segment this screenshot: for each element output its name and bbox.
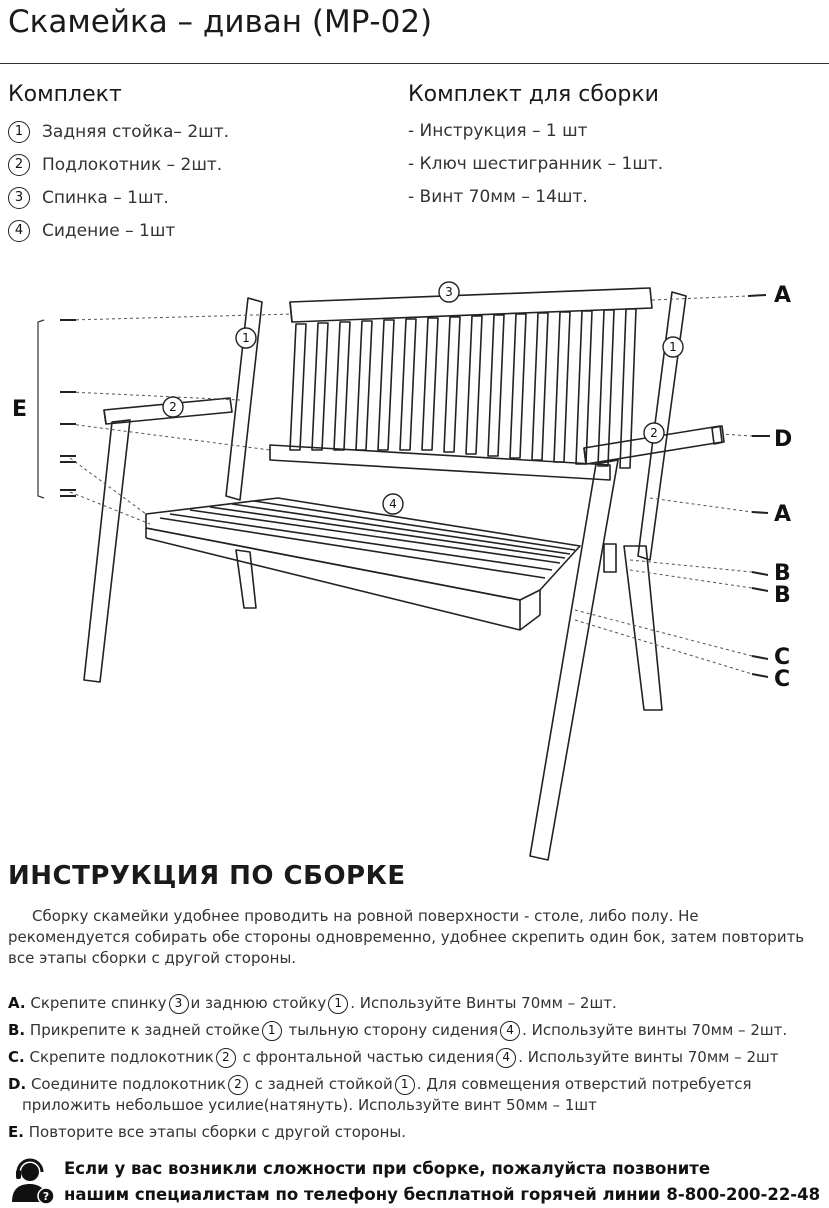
step-letter-e: E <box>12 397 28 422</box>
right-rear-leg <box>624 546 662 710</box>
part-label-backrest <box>439 282 459 302</box>
step-letter-d: D <box>774 427 793 452</box>
svg-text:?: ? <box>42 1190 50 1203</box>
kit-item-text: Задняя стойка– 2шт. <box>42 121 230 142</box>
help-hotline <box>8 1154 823 1208</box>
part-label-post-right <box>663 337 683 357</box>
svg-text:3: 3 <box>445 285 453 299</box>
assembly-kit-item: - Инструкция – 1 шт <box>408 121 588 141</box>
svg-text:4: 4 <box>389 497 397 511</box>
part-number-badge: 1 <box>262 1021 282 1041</box>
svg-text:2: 2 <box>169 400 177 414</box>
kit-item-text: Подлокотник – 2шт. <box>42 154 223 175</box>
part-number-badge: 1 <box>8 121 30 143</box>
kit-item-text: Спинка – 1шт. <box>42 187 169 208</box>
kit-item <box>8 214 229 247</box>
page-title: Скамейка – диван (МР-02) <box>8 4 433 40</box>
group-bracket <box>38 320 44 498</box>
part-number-badge: 3 <box>8 187 30 209</box>
svg-text:1: 1 <box>242 331 250 345</box>
backrest-top-rail <box>290 288 652 322</box>
step-letter-b: B <box>774 583 791 608</box>
assembly-kit-item: - Ключ шестигранник – 1шт. <box>408 154 664 174</box>
step-letter-a: A <box>774 283 792 308</box>
kit-list <box>8 115 229 247</box>
kit-item <box>8 115 229 148</box>
help-line-1: Если у вас возникли сложности при сборке, пожалуйста позвоните <box>64 1159 711 1178</box>
seat <box>146 498 580 630</box>
kit-item-text: Сидение – 1шт <box>42 220 176 241</box>
part-number-badge: 2 <box>228 1075 248 1095</box>
part-number-badge: 1 <box>395 1075 415 1095</box>
part-number-badge: 1 <box>328 994 348 1014</box>
part-number-badge: 4 <box>500 1021 520 1041</box>
step-letter-c: C <box>774 667 791 692</box>
part-label-arm-right <box>644 423 664 443</box>
step-letter-c: C <box>774 645 791 670</box>
assembly-kit-item: - Винт 70мм – 14шт. <box>408 187 588 207</box>
help-line-2: нашим специалистам по телефону бесплатной горячей линии 8-800-200-22-48 <box>64 1185 821 1204</box>
step-c: C. Скрепите подлокотник 2 с фронтальной частью сидения 4 . Используйте винты 70мм – 2шт <box>8 1048 779 1066</box>
kit-item <box>8 148 229 181</box>
step-a: A. Скрепите спинку 3 и заднюю стойку 1 . Используйте Винты 70мм – 2шт. <box>8 994 617 1012</box>
instructions-title: ИНСТРУКЦИЯ ПО СБОРКЕ <box>8 861 406 891</box>
instructions-intro: Сборку скамейки удобнее проводить на ровной поверхности - столе, либо полу. Не рекомендуется собирать обе стороны одновременно, удобнее скрепить один бок, затем повторить все этапы сборки с другой стороны. <box>8 907 805 967</box>
assembly-kit-list <box>408 115 663 214</box>
step-d: D. Соедините подлокотник 2 с задней стойкой 1 . Для совмещения отверстий потребуется приложить небольшое усилие(натянуть). Используйте винт 50мм – 1шт <box>8 1075 752 1114</box>
step-letter-b: B <box>774 561 791 586</box>
svg-text:2: 2 <box>650 426 658 440</box>
kit-item <box>8 181 229 214</box>
support-agent-icon <box>10 1158 56 1204</box>
part-number-badge: 2 <box>216 1048 236 1068</box>
backrest-slats <box>290 309 636 468</box>
part-number-badge: 2 <box>8 154 30 176</box>
part-label-post-left <box>236 328 256 348</box>
part-number-badge: 4 <box>8 220 30 242</box>
assembly-kit-heading: Комплект для сборки <box>408 82 659 107</box>
screw-guide-lines <box>70 296 752 674</box>
kit-heading: Комплект <box>8 82 122 107</box>
svg-text:1: 1 <box>669 340 677 354</box>
left-front-leg <box>84 420 130 682</box>
part-label-arm-left <box>163 397 183 417</box>
step-e: E. Повторите все этапы сборки с другой стороны. <box>8 1123 407 1141</box>
instruction-steps <box>8 990 823 1146</box>
title-divider <box>0 63 829 64</box>
bench-assembly-diagram <box>0 270 829 870</box>
seat-bracket <box>604 544 616 572</box>
step-b: B. Прикрепите к задней стойке 1 тыльную сторону сидения 4 . Используйте винты 70мм – 2шт. <box>8 1021 788 1039</box>
seat-back-leg <box>236 550 256 608</box>
part-number-badge: 3 <box>169 994 189 1014</box>
part-label-seat <box>383 494 403 514</box>
right-front-leg <box>530 460 618 860</box>
part-number-badge: 4 <box>496 1048 516 1068</box>
step-letter-a: A <box>774 502 792 527</box>
